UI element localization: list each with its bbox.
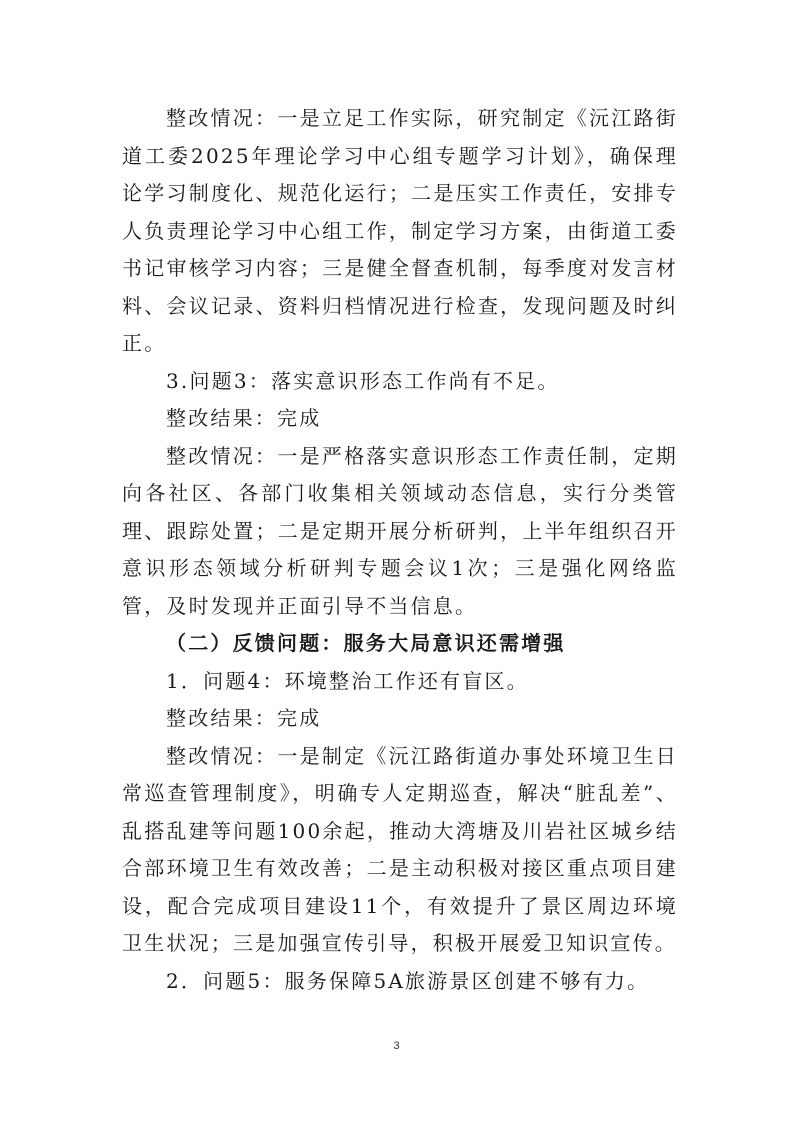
section-heading-feedback-issue: （二）反馈问题：服务大局意识还需增强 (166, 631, 566, 655)
rectification-result-2: 整改结果：完成 (166, 706, 322, 730)
page-number: 3 (393, 1040, 400, 1052)
issue-5-title: 2．问题5：服务保障5A旅游景区创建不够有力。 (166, 968, 650, 993)
paragraph-rectification-details-1: 整改情况：一是立足工作实际，研究制定《沅江路街道工委2025年理论学习中心组专题学习计划》，确保理论学习制度化、规范化运行；二是压实工作责任，安排专人负责理论学习中心组工作，制定学习方案，由街道工委书记审核学习内容；三是健全督查机制，每季度对发言材料、会议记录、资料归档情况进行检查，发现问题及时纠正。 (122, 106, 678, 355)
paragraph-rectification-details-2: 整改情况：一是严格落实意识形态工作责任制，定期向各社区、各部门收集相关领域动态信息，实行分类管理、跟踪处置；二是定期开展分析研判，上半年组织召开意识形态领域分析研判专题会议1次；三是强化网络监管，及时发现并正面引导不当信息。 (122, 443, 678, 618)
rectification-result-1: 整改结果：完成 (166, 406, 322, 430)
issue-4-title: 1．问题4：环境整治工作还有盲区。 (166, 668, 529, 693)
issue-3-title: 3.问题3：落实意识形态工作尚有不足。 (166, 368, 560, 393)
document-body (122, 100, 678, 1000)
paragraph-rectification-details-3: 整改情况：一是制定《沅江路街道办事处环境卫生日常巡查管理制度》，明确专人定期巡查，解决“脏乱差”、乱搭乱建等问题100余起，推动大湾塘及川岩社区城乡结合部环境卫生有效改善；二是主动积极对接区重点项目建设，配合完成项目建设11个，有效提升了景区周边环境卫生状况；三是加强宣传引导，积极开展爱卫知识宣传。 (122, 743, 678, 955)
